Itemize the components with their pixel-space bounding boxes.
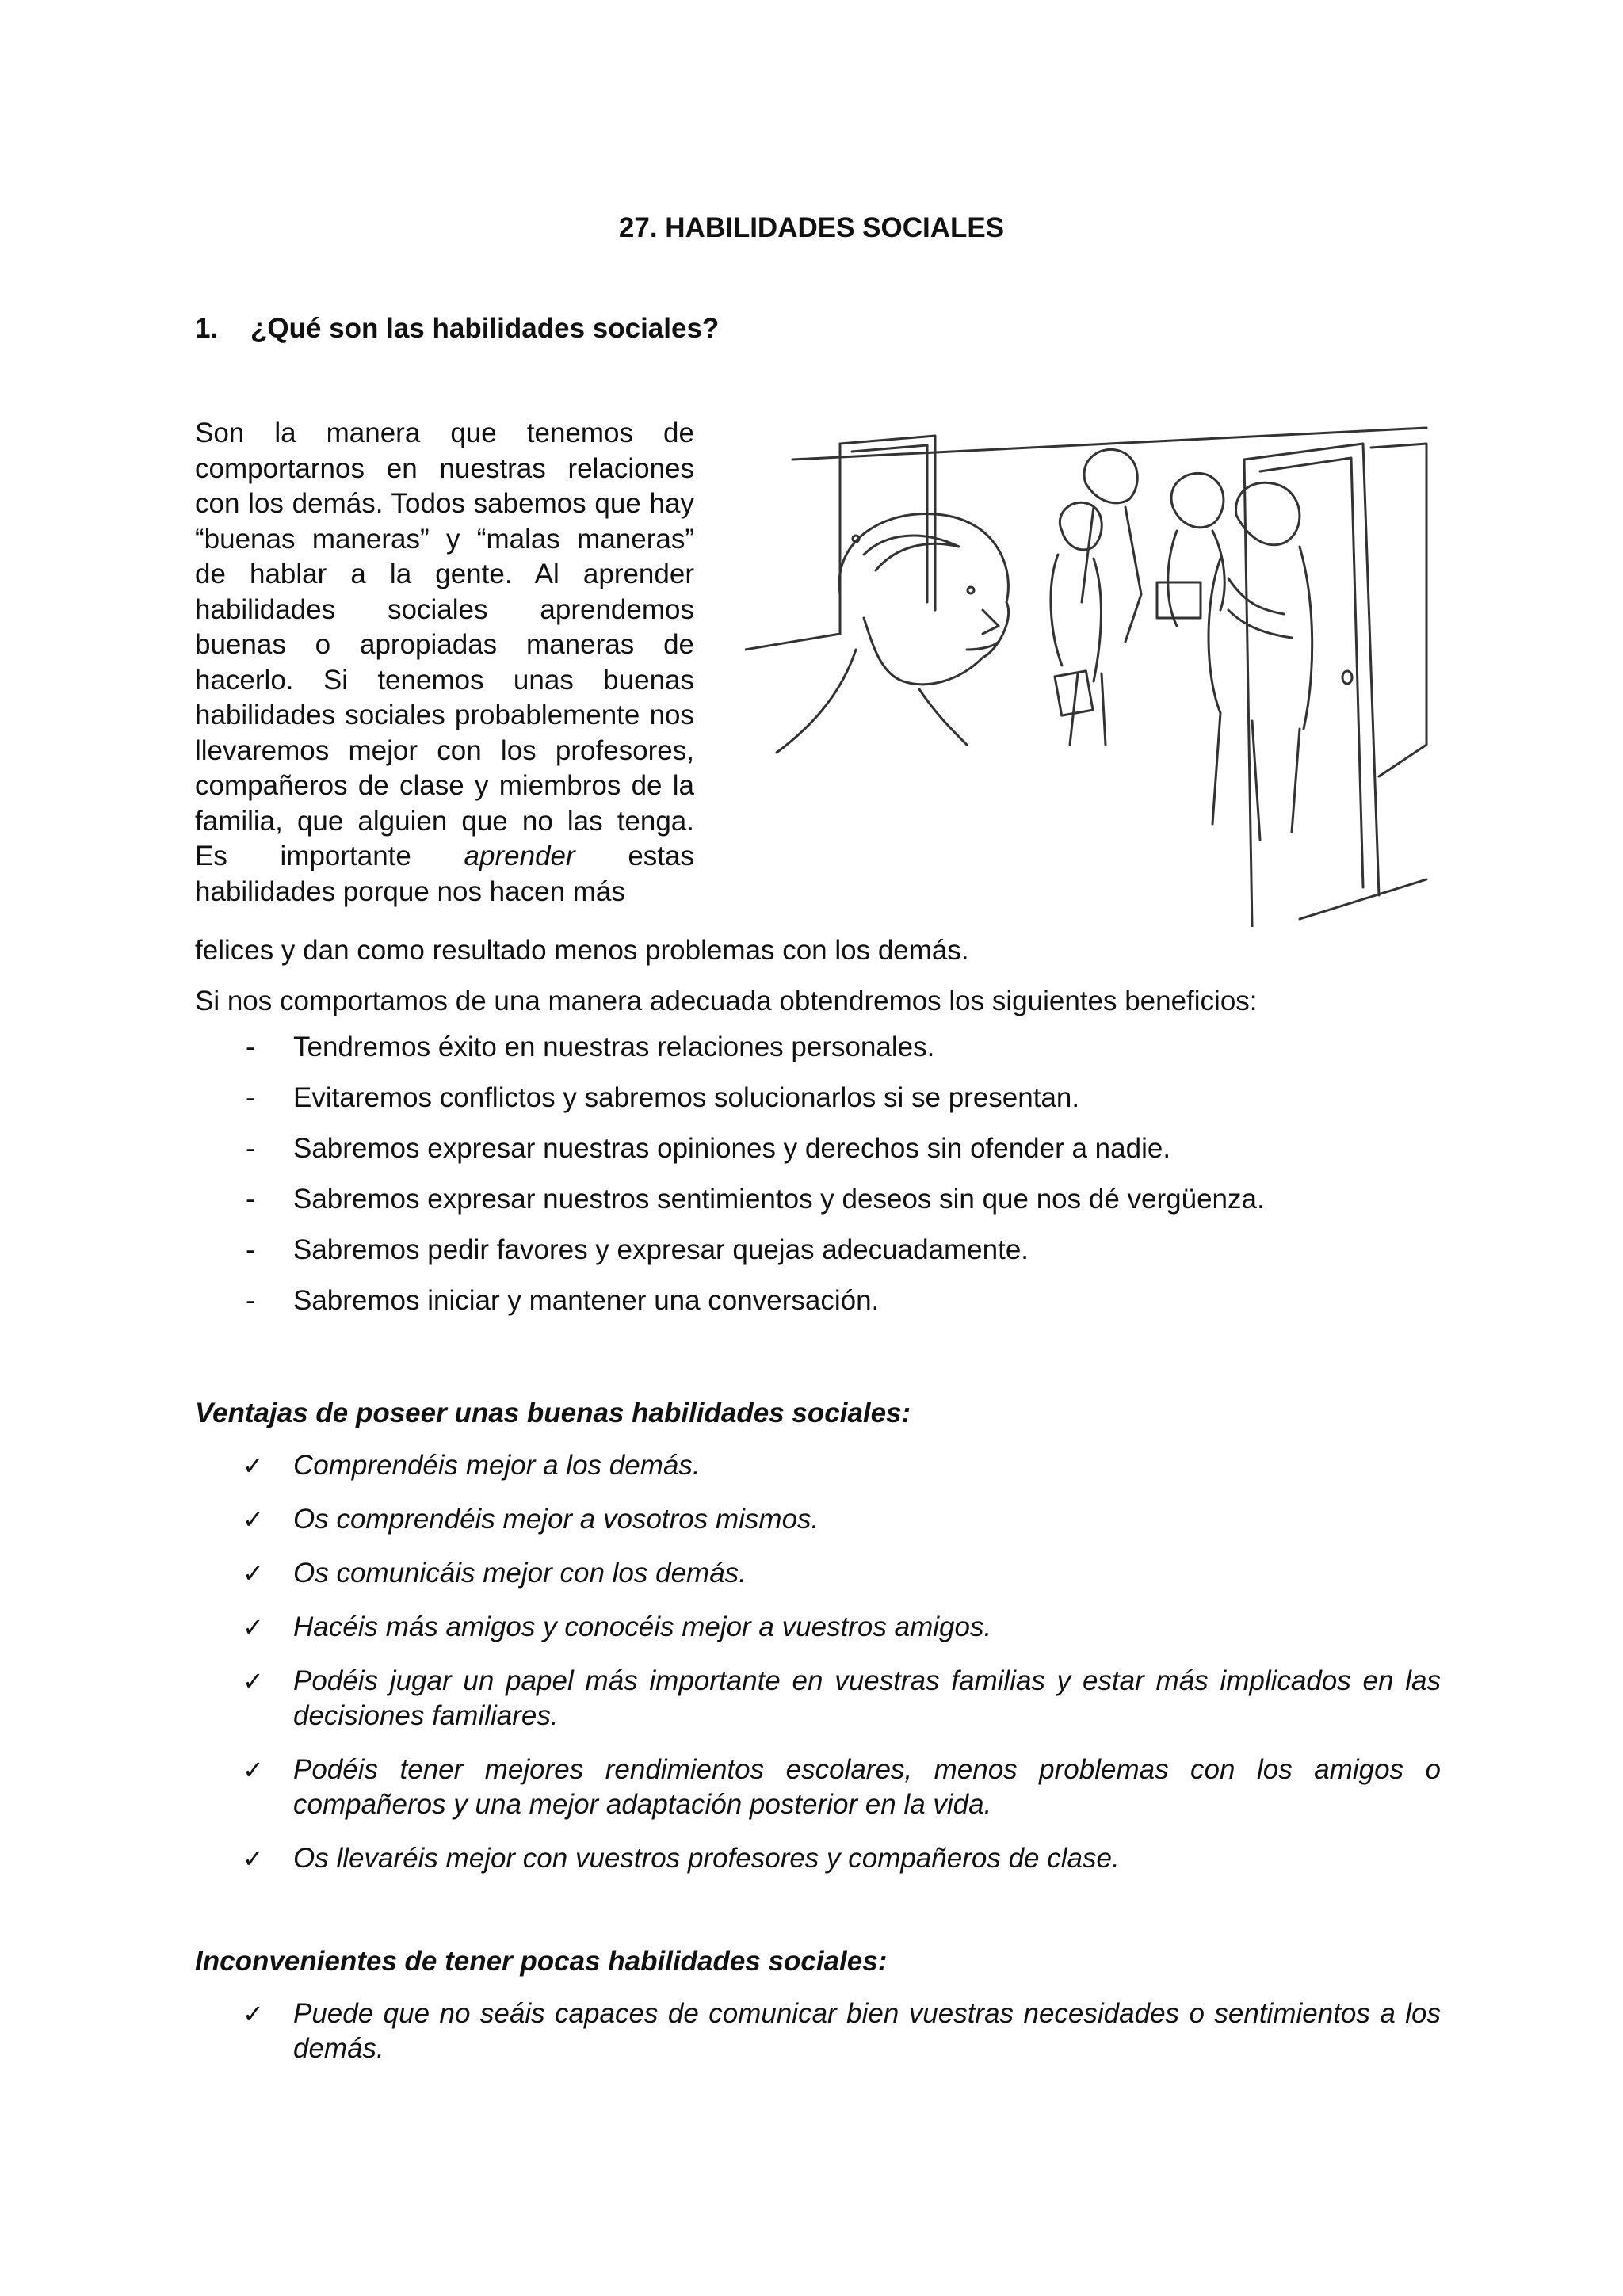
section-heading-text: ¿Qué son las habilidades sociales? [250, 313, 720, 344]
list-item-text: Tendremos éxito en nuestras relaciones personales. [293, 1032, 935, 1062]
list-item-text: Evitaremos conflictos y sabremos solucionarlos si se presentan. [293, 1082, 1080, 1113]
checkmark-icon: ✓ [242, 1451, 264, 1481]
list-item [195, 1285, 1265, 1336]
intro-text-start: Son la manera que tenemos de comportarnos en nuestras relaciones con los demás. Todos sabemos que hay “buenas maneras” y “malas maneras” de hablar a la gente. Al aprender habilidades sociales aprendemos buenas o apropiadas maneras de hacerlo. Si tenemos unas buenas habilidades sociales probablemente nos llevaremos mejor con los profesores, compañeros de clase y miembros de la familia, que alguien que no las tenga. Es importante [195, 418, 694, 871]
list-item [195, 1753, 1441, 1822]
list-item [195, 1556, 1441, 1591]
list-item-text: Os llevaréis mejor con vuestros profesores y compañeros de clase. [293, 1843, 1120, 1874]
list-item [195, 1184, 1265, 1234]
checkmark-icon: ✓ [242, 1505, 264, 1535]
advantages-heading: Ventajas de poseer unas buenas habilidades sociales: [195, 1398, 911, 1428]
people-illustration [745, 412, 1442, 927]
list-item [195, 1502, 1441, 1537]
list-item [195, 1997, 1441, 2066]
list-item-text: Puede que no seáis capaces de comunicar bien vuestras necesidades o sentimientos a los demás. [293, 1998, 1441, 2064]
list-item-text: Podéis tener mejores rendimientos escolares, menos problemas con los amigos o compañeros y una mejor adaptación posterior en la vida. [293, 1754, 1441, 1820]
dash-bullet: - [246, 1184, 255, 1215]
list-item-text: Os comunicáis mejor con los demás. [293, 1558, 747, 1589]
dash-bullet: - [246, 1133, 255, 1164]
benefits-list [195, 1032, 1265, 1336]
list-item [195, 1664, 1441, 1733]
checkmark-icon: ✓ [242, 1558, 264, 1589]
list-item [195, 1234, 1265, 1285]
checkmark-icon: ✓ [242, 1844, 264, 1874]
list-item [195, 1610, 1441, 1645]
list-item [195, 1032, 1265, 1082]
list-item-text: Podéis jugar un papel más importante en vuestras familias y estar más implicados en las decisiones familiares. [293, 1665, 1441, 1731]
intro-text-end: estas habilidades porque nos hacen más [195, 841, 694, 907]
intro-paragraph-tail: felices y dan como resultado menos problemas con los demás. [195, 935, 969, 966]
list-item [195, 1133, 1265, 1184]
intro-italic-word: aprender [464, 841, 575, 871]
advantages-list [195, 1448, 1441, 1895]
checkmark-icon: ✓ [242, 1612, 264, 1642]
disadvantages-list [195, 1997, 1441, 2085]
checkmark-icon: ✓ [242, 1755, 264, 1785]
benefits-lead: Si nos comportamos de una manera adecuada obtendremos los siguientes beneficios: [195, 986, 1258, 1016]
section-heading [195, 313, 719, 345]
checkmark-icon: ✓ [242, 1999, 264, 2029]
list-item [195, 1841, 1441, 1876]
list-item-text: Comprendéis mejor a los demás. [293, 1450, 701, 1481]
list-item [195, 1082, 1265, 1133]
section-number: 1. [195, 313, 219, 344]
dash-bullet: - [246, 1234, 255, 1265]
list-item-text: Sabremos expresar nuestras opiniones y derechos sin ofender a nadie. [293, 1133, 1171, 1164]
list-item-text: Sabremos pedir favores y expresar quejas adecuadamente. [293, 1234, 1029, 1265]
dash-bullet: - [246, 1082, 255, 1113]
page-title: 27. HABILIDADES SOCIALES [618, 212, 1005, 243]
list-item-text: Sabremos iniciar y mantener una conversación. [293, 1285, 880, 1316]
dash-bullet: - [246, 1285, 255, 1316]
list-item-text: Hacéis más amigos y conocéis mejor a vuestros amigos. [293, 1611, 992, 1642]
dash-bullet: - [246, 1032, 255, 1062]
disadvantages-heading: Inconvenientes de tener pocas habilidades sociales: [195, 1946, 888, 1977]
list-item-text: Os comprendéis mejor a vosotros mismos. [293, 1504, 819, 1535]
intro-paragraph [195, 416, 694, 910]
checkmark-icon: ✓ [242, 1666, 264, 1696]
list-item-text: Sabremos expresar nuestros sentimientos y deseos sin que nos dé vergüenza. [293, 1184, 1265, 1215]
list-item [195, 1448, 1441, 1483]
